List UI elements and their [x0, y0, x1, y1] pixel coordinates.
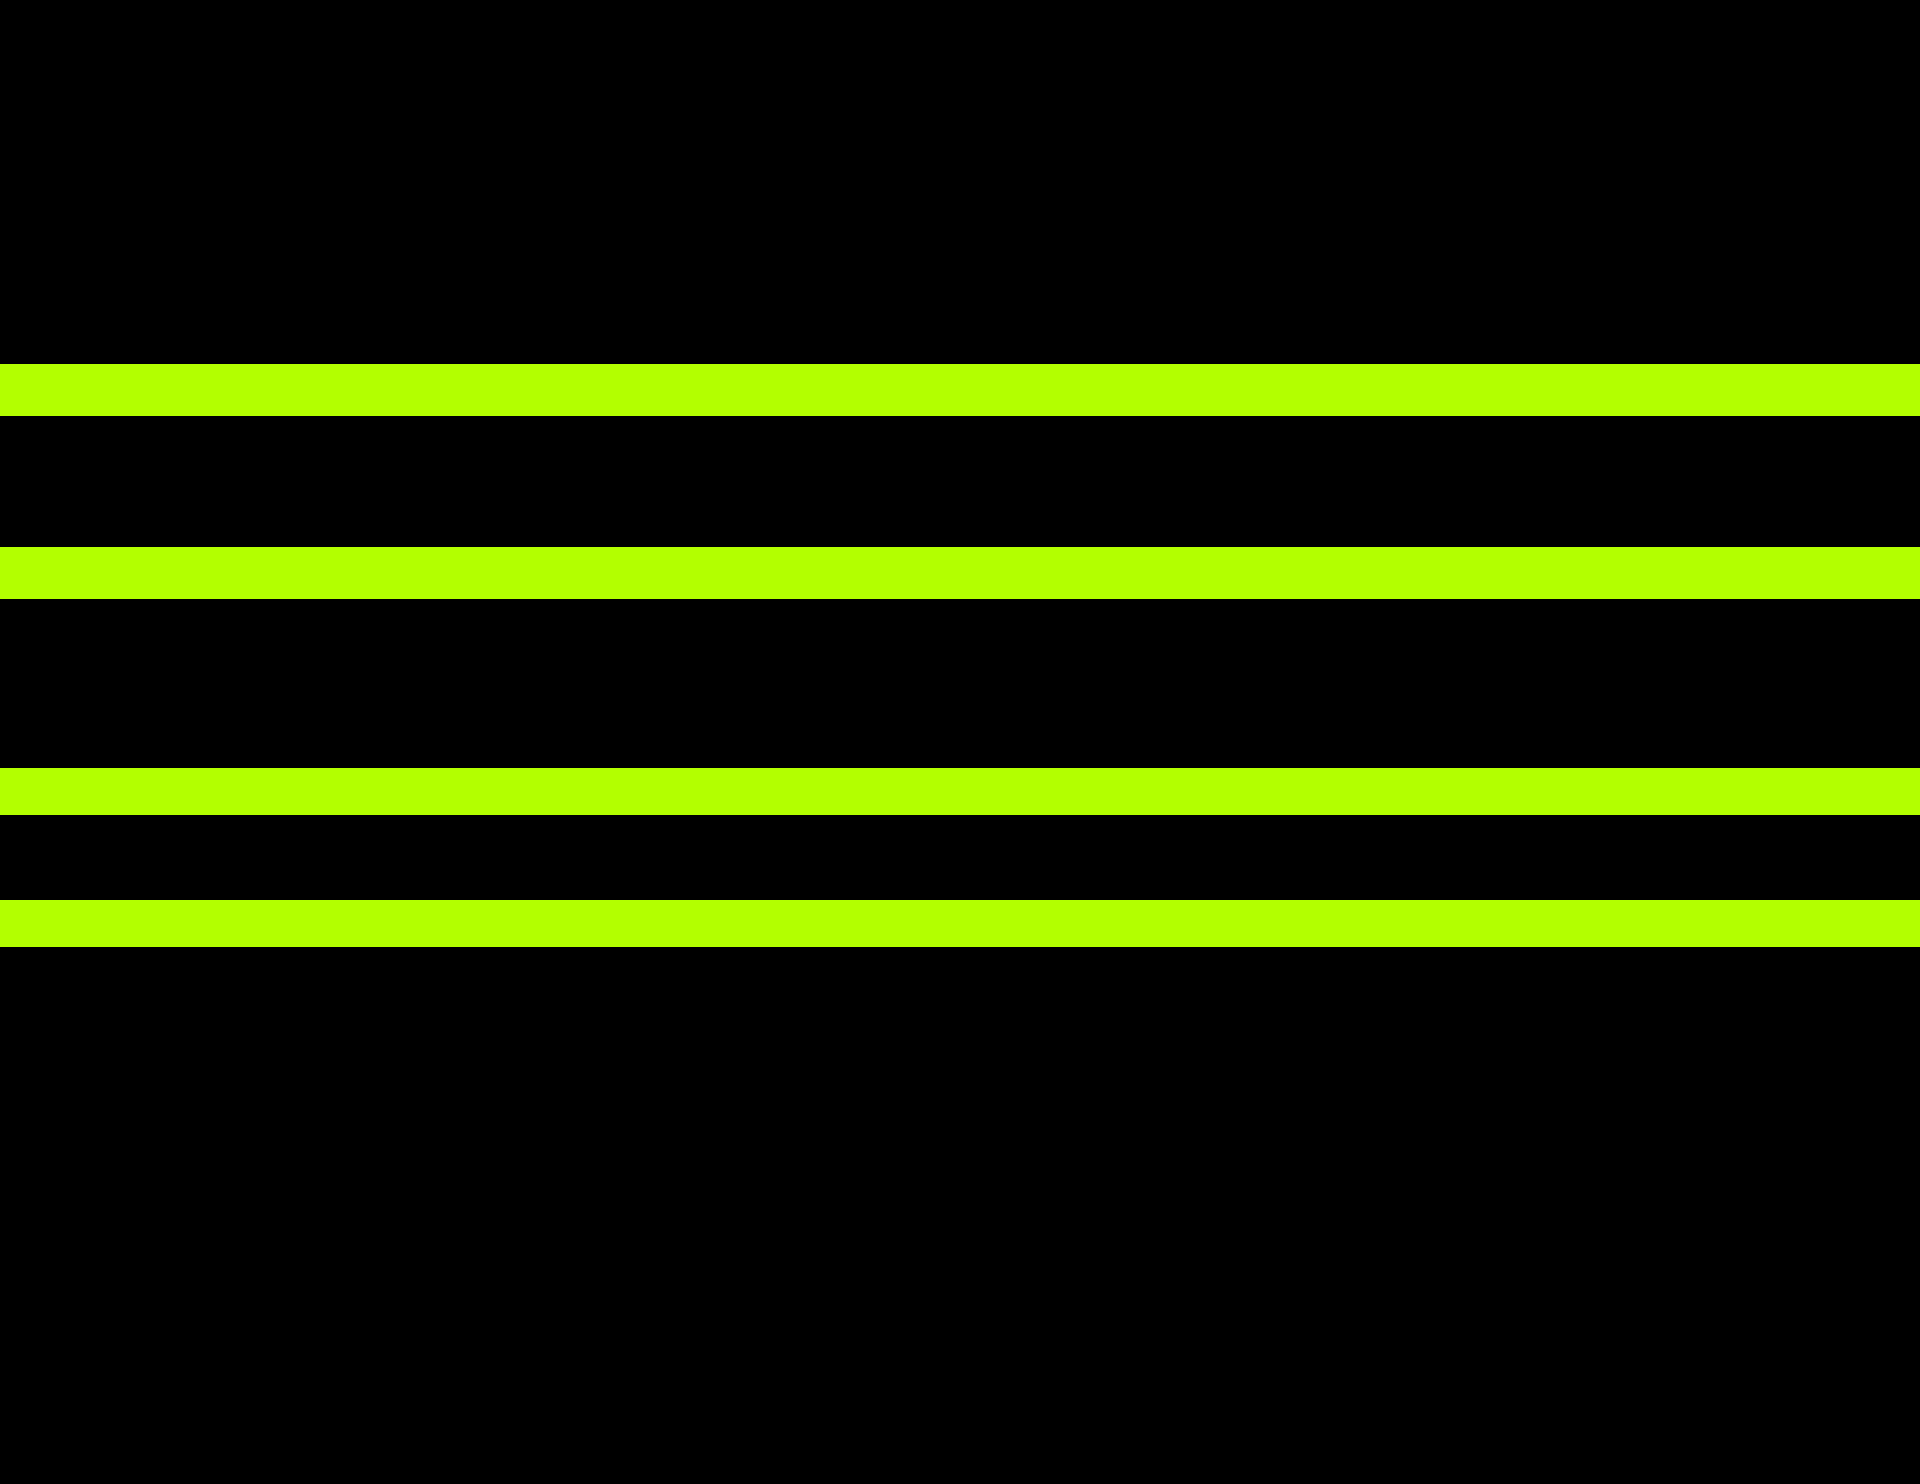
- section-band-salads: [0, 547, 1920, 599]
- section-band-soups: [0, 900, 1920, 947]
- section-band-sammies: [0, 364, 1920, 416]
- section-band-pizza: [0, 768, 1920, 815]
